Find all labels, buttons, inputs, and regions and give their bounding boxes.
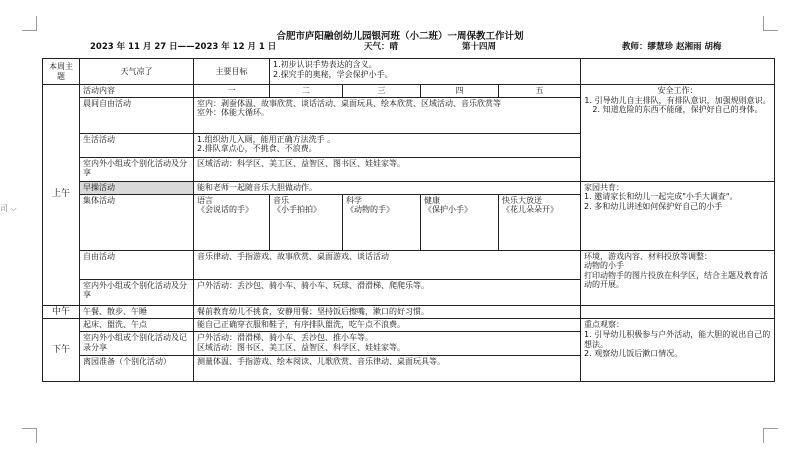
collective-item — [343, 194, 421, 250]
theme-label: 本周主题 — [43, 59, 80, 85]
content-line: 1.组织幼儿入厕，能用正确方法洗手 。 — [197, 134, 336, 144]
day-header: 四 — [421, 85, 499, 98]
week-number: 第十四周 — [462, 42, 497, 52]
subject: 健康 — [424, 195, 440, 205]
goal-list — [270, 59, 581, 85]
collective-item — [421, 194, 499, 250]
subject: 语言 — [197, 195, 213, 205]
day-header: 一 — [194, 85, 270, 98]
document-title: 合肥市庐阳融创幼儿园银河班（小二班）一周保教工作计划 — [276, 31, 524, 42]
row-label: 起床、盥洗、午点 — [80, 319, 194, 332]
row-content: 能和老师一起随音乐大胆做动作。 — [194, 181, 581, 194]
day-header: 三 — [343, 85, 421, 98]
safety-title: 安全工作： — [657, 86, 698, 95]
section-pm: 下午 — [43, 319, 80, 382]
subject: 科学 — [346, 195, 362, 205]
env-item: 打印动物手的图片投放在科学区，结合主题及教育活动的开展。 — [584, 270, 769, 290]
environment-panel — [581, 250, 775, 305]
obs-item: 1. 引导幼儿积极参与户外活动，能大胆的说出自己的想法。 — [584, 329, 771, 349]
row-label: 晨间自由活动 — [80, 97, 194, 133]
home-item: 2. 多和幼儿讲述如何保护好自己的小手 — [584, 201, 723, 211]
row-label: 室内外小组或个别化活动及分享 — [80, 157, 194, 181]
obs-title: 重点观察： — [584, 320, 625, 330]
collective-item — [194, 194, 270, 250]
content-line: 2.排队拿点心，不挑食、不浪费。 — [197, 144, 317, 154]
subject: 快乐大放送 — [502, 195, 542, 205]
env-title: 环境，游戏内容、材料投放等调整： — [584, 251, 713, 261]
safety-item: 2. 知道危险的东西不能碰，保护好自己的身体。 — [592, 105, 763, 115]
date-range: 2023 年 11 月 27 日——2023 年 12 月 1 日 — [90, 42, 277, 52]
topic: 《会说话的手》 — [197, 205, 253, 215]
day-header: 五 — [499, 85, 581, 98]
safety-panel — [581, 85, 775, 182]
collective-item — [270, 194, 343, 250]
row-content — [194, 332, 581, 356]
row-label: 室内外小组或个别化活动及记录分享 — [80, 332, 194, 356]
side-collapse-tab[interactable]: 司 ⌵ — [0, 204, 17, 213]
subject: 音乐 — [273, 195, 289, 205]
env-item: 动物的小手 — [584, 261, 625, 271]
day-header: 二 — [270, 85, 343, 98]
content-line: 室外：体能大循环。 — [197, 108, 269, 118]
row-label: 自由活动 — [80, 250, 194, 279]
row-label: 离园准备（个别化活动） — [80, 356, 194, 382]
document-subheader — [42, 40, 774, 54]
row-label: 午餐、散步、午睡 — [80, 305, 194, 319]
row-content: 户外活动：丢沙包、骑小车、骑小车、玩球、滑滑梯、爬爬乐等。 — [194, 279, 581, 305]
page-corner-mark — [22, 428, 37, 443]
home-item: 1. 邀请家长和幼儿一起完成"小手大调查"。 — [584, 192, 738, 202]
goal-item: 2.探究手的奥秘，学会保护小手。 — [273, 69, 393, 79]
topic: 《小手拍拍》 — [273, 205, 321, 215]
goal-label: 主要目标 — [194, 59, 270, 85]
empty-cell — [581, 305, 775, 319]
row-content: 音乐律动、手指游戏、故事欣赏、桌面游戏、谈话活动 — [194, 250, 581, 279]
content-line: 区域活动：图书区、美工区、益智区、科学区、娃娃家等。 — [197, 342, 405, 352]
row-content: 测量体温、手指游戏、绘本阅读、儿歌欣赏、音乐律动、桌面玩具等。 — [194, 356, 581, 382]
row-content: 区域活动：科学区、美工区、益智区、图书区、娃娃家等。 — [194, 157, 581, 181]
row-label: 生活活动 — [80, 133, 194, 157]
activity-content-label: 活动内容 — [80, 85, 194, 98]
row-label: 早操活动 — [80, 181, 194, 194]
topic: 《保护小手》 — [424, 205, 472, 215]
topic: 《动物的手》 — [346, 205, 394, 215]
row-label: 集体活动 — [80, 194, 194, 250]
row-content — [194, 133, 581, 157]
home-panel — [581, 181, 775, 250]
obs-item: 2. 观察幼儿饭后漱口情况。 — [584, 349, 683, 359]
row-label: 室内外小组或个别化活动及分享 — [80, 279, 194, 305]
teachers: 教师：缪慧珍 赵湘雨 胡梅 — [622, 42, 722, 52]
theme-value: 天气凉了 — [80, 59, 194, 85]
safety-item: 1. 引导幼儿自主排队，有排队意识，加强规则意识。 — [584, 95, 771, 105]
row-content — [194, 97, 581, 133]
content-line: 户外活动：滑滑梯、骑小车、丢沙包、推小车等。 — [197, 333, 373, 343]
section-am: 上午 — [43, 85, 80, 306]
home-title: 家园共育： — [584, 182, 625, 192]
collective-item — [499, 194, 581, 250]
section-noon: 中午 — [43, 305, 80, 319]
weekly-plan-table — [42, 58, 775, 382]
weather: 天气：晴 — [364, 42, 399, 52]
page-corner-mark — [763, 428, 778, 443]
row-content: 餐前教育幼儿不挑食，安静用餐；坚持饭后擦嘴，漱口的好习惯。 — [194, 305, 581, 319]
topic: 《花儿朵朵开》 — [502, 205, 558, 215]
empty-cell — [581, 59, 775, 85]
observation-panel — [581, 319, 775, 382]
row-content: 能自己正确穿衣服和鞋子，有序排队盥洗，吃午点不浪费。 — [194, 319, 581, 332]
goal-item: 1.初步认识手势表达的含义。 — [273, 60, 377, 69]
content-line: 室内：剥蚕体温、故事欣赏、谈话活动、桌面玩具、绘本欣赏、区域活动、音乐欣赏等 — [197, 98, 501, 108]
